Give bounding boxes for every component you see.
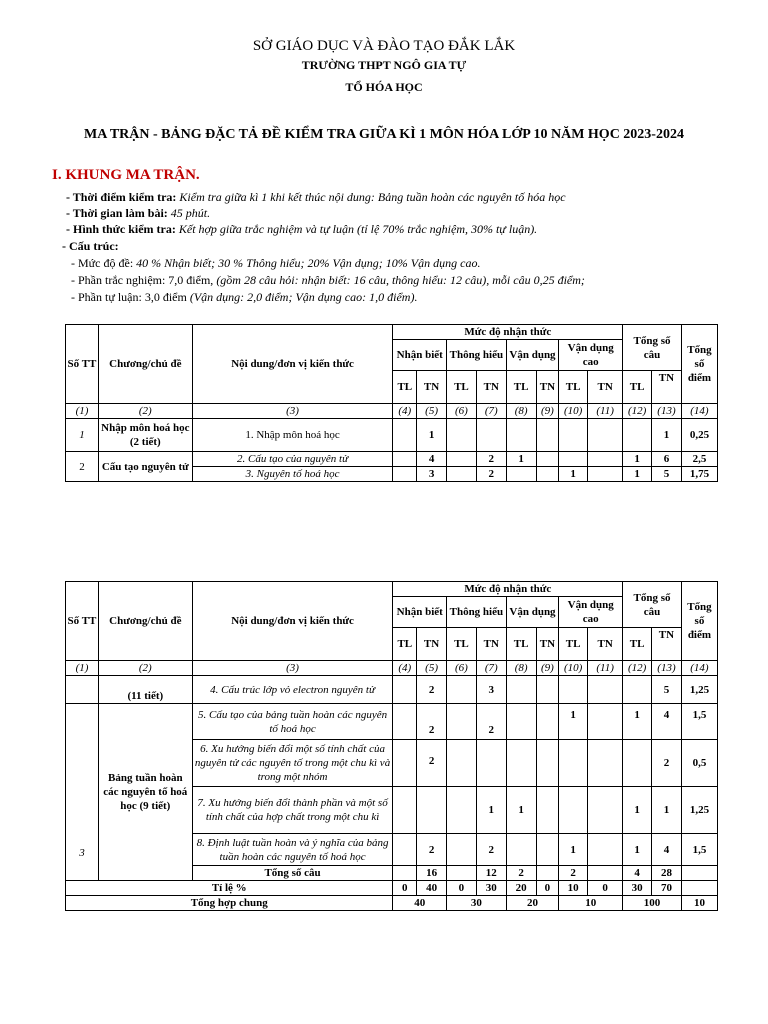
cell: 1 — [506, 787, 536, 834]
tn-header: TN — [476, 628, 506, 661]
cell: 2 — [476, 834, 506, 866]
document-title: MA TRẬN - BẢNG ĐẶC TẢ ĐỀ KIỂM TRA GIỮA KÌ 1 MÔN HÓA LỚP 10 NĂM HỌC 2023-2024 — [84, 127, 684, 142]
cell — [588, 676, 623, 704]
cell — [536, 676, 559, 704]
score-cell: 1,5 — [681, 704, 717, 740]
cell — [623, 419, 652, 452]
tl-header: TL — [393, 628, 417, 661]
cell — [536, 452, 559, 467]
tn-header: TN — [652, 628, 682, 661]
duration-line — [66, 206, 210, 221]
index-cell: (8) — [506, 661, 536, 676]
cell — [447, 419, 477, 452]
overall-label: Tổng hợp chung — [66, 896, 393, 911]
cell: 2 — [417, 834, 447, 866]
overall-cell: 20 — [506, 896, 559, 911]
form-label: - Hình thức kiểm tra: — [66, 222, 176, 236]
table-row — [66, 704, 718, 740]
cell: 2 — [476, 452, 506, 467]
cell — [536, 834, 559, 866]
cell — [559, 452, 588, 467]
form-line — [66, 222, 537, 237]
matrix-table-1 — [65, 324, 718, 482]
tl-header: TL — [506, 628, 536, 661]
cell — [447, 787, 477, 834]
duration-value: 45 phút. — [170, 206, 211, 220]
mc-value: (gồm 28 câu hỏi: nhận biết: 16 câu, thông hiểu: 12 câu), mỗi câu 0,25 điểm; — [216, 273, 585, 287]
essay-value: (Vận dụng: 2,0 điểm; Vận dụng cao: 1,0 điểm). — [189, 290, 418, 304]
tn-header: TN — [476, 371, 506, 404]
department-name: SỞ GIÁO DỤC VÀ ĐÀO TẠO ĐẮK LẮK — [252, 38, 516, 54]
matrix-table-2 — [65, 581, 718, 911]
cell — [536, 704, 559, 740]
index-cell: (11) — [588, 404, 623, 419]
tl-header: TL — [393, 371, 417, 404]
cell — [393, 676, 417, 704]
content-cell: 8. Định luật tuần hoàn và ý nghĩa của bảng tuần hoàn các nguyên tố hoá học — [192, 834, 393, 866]
understanding-header: Thông hiểu — [447, 340, 507, 371]
cell: 1 — [417, 419, 447, 452]
index-cell: (13) — [652, 404, 682, 419]
cell — [588, 787, 623, 834]
high-application-header: Vận dụng cao — [559, 597, 623, 628]
group-name: TỔ HÓA HỌC — [345, 80, 423, 94]
index-cell: (2) — [98, 661, 192, 676]
cell — [588, 834, 623, 866]
cell: 1 — [623, 704, 652, 740]
ratio-cell: 0 — [447, 881, 477, 896]
cell — [447, 866, 477, 881]
total-questions-header: Tổng số câu — [623, 582, 682, 628]
cell — [588, 452, 623, 467]
cell: 5 — [652, 467, 682, 482]
cell: 2 — [417, 676, 447, 704]
level-line — [71, 256, 480, 271]
chapter-header: Chương/chủ đề — [98, 582, 192, 661]
index-cell: (10) — [559, 404, 588, 419]
cell — [536, 787, 559, 834]
stt-header: Số TT — [66, 325, 99, 404]
index-row — [66, 661, 718, 676]
application-header: Vận dụng — [506, 597, 559, 628]
cell — [536, 467, 559, 482]
cell: 16 — [417, 866, 447, 881]
stt-cell: 1 — [66, 419, 99, 452]
cell — [476, 740, 506, 787]
cell: 1 — [476, 787, 506, 834]
cell: 4 — [623, 866, 652, 881]
chapter-cell: Nhập môn hoá học (2 tiết) — [98, 419, 192, 452]
cell — [447, 834, 477, 866]
cell: 3 — [417, 467, 447, 482]
chapter-cell: Cấu tạo nguyên tử — [98, 452, 192, 482]
cell — [393, 467, 417, 482]
cell — [393, 704, 417, 740]
score-cell: 0,5 — [681, 740, 717, 787]
cell: 2 — [559, 866, 588, 881]
level-header: Mức độ nhận thức — [393, 325, 623, 340]
cell: 1 — [623, 467, 652, 482]
ratio-cell: 10 — [559, 881, 588, 896]
ratio-label: Tỉ lệ % — [66, 881, 393, 896]
ratio-cell: 0 — [536, 881, 559, 896]
index-cell: (12) — [623, 404, 652, 419]
ratio-row — [66, 881, 718, 896]
chapter-header: Chương/chủ đề — [98, 325, 192, 404]
cell — [393, 740, 417, 787]
cell — [623, 676, 652, 704]
cell — [559, 419, 588, 452]
essay-line — [71, 290, 417, 305]
cell: 1 — [623, 452, 652, 467]
recognition-header: Nhận biết — [393, 597, 447, 628]
content-cell: 7. Xu hướng biến đổi thành phần và một số tính chất của hợp chất trong một chu kì — [192, 787, 393, 834]
overall-row — [66, 896, 718, 911]
cell: 2 — [652, 740, 682, 787]
cell — [506, 704, 536, 740]
cell — [447, 452, 477, 467]
index-cell: (14) — [681, 404, 717, 419]
cell: 12 — [476, 866, 506, 881]
structure-line — [62, 239, 119, 254]
cell — [506, 676, 536, 704]
cell — [447, 704, 477, 740]
cell: 4 — [652, 704, 682, 740]
chapter-cell: (11 tiết) — [98, 676, 192, 704]
index-cell: (1) — [66, 661, 99, 676]
content-cell: 6. Xu hướng biến đổi một số tính chất của nguyên tử các nguyên tố trong một chu kì và trong một nhóm — [192, 740, 393, 787]
tn-header: TN — [417, 371, 447, 404]
cell: 1 — [559, 834, 588, 866]
index-cell: (7) — [476, 404, 506, 419]
ratio-cell: 20 — [506, 881, 536, 896]
form-value: Kết hợp giữa trắc nghiệm và tự luận (tỉ lệ 70% trắc nghiệm, 30% tự luận). — [178, 222, 538, 236]
content-header: Nội dung/đơn vị kiến thức — [192, 325, 393, 404]
tn-header: TN — [536, 628, 559, 661]
cell — [536, 740, 559, 787]
cell — [588, 467, 623, 482]
cell — [393, 787, 417, 834]
tl-header: TL — [623, 371, 652, 404]
index-cell: (13) — [652, 661, 682, 676]
tn-header: TN — [588, 628, 623, 661]
high-application-header: Vận dụng cao — [559, 340, 623, 371]
overall-cell: 30 — [447, 896, 507, 911]
test-time-value: Kiểm tra giữa kì 1 khi kết thúc nội dung: Bảng tuần hoàn các nguyên tố hóa học — [179, 190, 566, 204]
index-cell: (10) — [559, 661, 588, 676]
stt-header: Số TT — [66, 582, 99, 661]
cell — [393, 834, 417, 866]
recognition-header: Nhận biết — [393, 340, 447, 371]
stt-cell: 2 — [66, 452, 99, 482]
header-row — [66, 582, 718, 597]
cell: 4 — [417, 452, 447, 467]
level-prefix: - Mức độ đề: — [71, 256, 134, 270]
cell: 2 — [417, 704, 447, 740]
cell: 1 — [559, 467, 588, 482]
cell: 1 — [506, 452, 536, 467]
tn-header: TN — [588, 371, 623, 404]
cell: 6 — [652, 452, 682, 467]
cell — [506, 740, 536, 787]
cell: 1 — [652, 419, 682, 452]
content-header: Nội dung/đơn vị kiến thức — [192, 582, 393, 661]
structure-label: - Cấu trúc: — [62, 239, 119, 253]
cell — [681, 866, 717, 881]
content-cell: 3. Nguyên tố hoá học — [192, 467, 393, 482]
understanding-header: Thông hiểu — [447, 597, 507, 628]
index-cell: (6) — [447, 404, 477, 419]
cell — [559, 676, 588, 704]
index-cell: (9) — [536, 404, 559, 419]
index-cell: (12) — [623, 661, 652, 676]
cell — [536, 866, 559, 881]
score-cell: 1,25 — [681, 676, 717, 704]
mc-prefix: - Phần trắc nghiệm: 7,0 điểm, — [71, 273, 214, 287]
tn-header: TN — [417, 628, 447, 661]
cell: 28 — [652, 866, 682, 881]
index-cell: (2) — [98, 404, 192, 419]
cell: 2 — [476, 704, 506, 740]
mc-line — [71, 273, 585, 288]
index-cell: (5) — [417, 661, 447, 676]
cell — [393, 419, 417, 452]
test-time-line — [66, 190, 566, 205]
cell: 2 — [506, 866, 536, 881]
overall-cell: 100 — [623, 896, 682, 911]
index-cell: (3) — [192, 661, 393, 676]
index-cell: (14) — [681, 661, 717, 676]
ratio-cell: 0 — [588, 881, 623, 896]
cell — [506, 419, 536, 452]
tn-header: TN — [652, 371, 682, 404]
index-cell: (9) — [536, 661, 559, 676]
total-score-header: Tổng số điểm — [681, 325, 717, 404]
total-questions-header: Tổng số câu — [623, 325, 682, 371]
overall-cell: 10 — [681, 896, 717, 911]
section-heading: I. KHUNG MA TRẬN. — [52, 167, 200, 183]
ratio-cell: 30 — [476, 881, 506, 896]
index-cell: (1) — [66, 404, 99, 419]
cell: 4 — [652, 834, 682, 866]
cell — [681, 881, 717, 896]
index-cell: (6) — [447, 661, 477, 676]
total-score-header: Tổng số điểm — [681, 582, 717, 661]
cell — [417, 787, 447, 834]
cell: 3 — [476, 676, 506, 704]
cell — [623, 740, 652, 787]
content-cell: 2. Cấu tạo của nguyên tử — [192, 452, 393, 467]
cell — [506, 834, 536, 866]
overall-cell: 10 — [559, 896, 623, 911]
score-cell: 1,25 — [681, 787, 717, 834]
index-cell: (11) — [588, 661, 623, 676]
application-header: Vận dụng — [506, 340, 559, 371]
cell — [588, 704, 623, 740]
table-row — [66, 452, 718, 467]
cell: 1 — [559, 704, 588, 740]
cell — [588, 740, 623, 787]
index-cell: (4) — [393, 404, 417, 419]
cell — [393, 866, 417, 881]
total-label: Tổng số câu — [192, 866, 393, 881]
tl-header: TL — [559, 628, 588, 661]
overall-cell: 40 — [393, 896, 447, 911]
cell — [536, 419, 559, 452]
duration-label: - Thời gian làm bài: — [66, 206, 168, 220]
cell: 5 — [652, 676, 682, 704]
tl-header: TL — [559, 371, 588, 404]
tl-header: TL — [623, 628, 652, 661]
test-time-label: - Thời điểm kiểm tra: — [66, 190, 177, 204]
level-value: 40 % Nhận biết; 30 % Thông hiểu; 20% Vận dụng; 10% Vận dụng cao. — [136, 256, 481, 270]
ratio-cell: 0 — [393, 881, 417, 896]
table-row — [66, 419, 718, 452]
essay-prefix: - Phần tự luận: 3,0 điểm — [71, 290, 187, 304]
index-cell: (8) — [506, 404, 536, 419]
cell — [476, 419, 506, 452]
cell — [559, 787, 588, 834]
ratio-cell: 70 — [652, 881, 682, 896]
index-cell: (3) — [192, 404, 393, 419]
content-cell: 1. Nhập môn hoá học — [192, 419, 393, 452]
score-cell: 0,25 — [681, 419, 717, 452]
chapter-cell: Bảng tuần hoàn các nguyên tố hoá học (9 tiết) — [98, 704, 192, 881]
cell: 1 — [623, 834, 652, 866]
cell: 2 — [417, 740, 447, 787]
cell: 1 — [652, 787, 682, 834]
cell — [447, 467, 477, 482]
index-cell: (4) — [393, 661, 417, 676]
cell: 1 — [623, 787, 652, 834]
content-cell: 4. Cấu trúc lớp vỏ electron nguyên tử — [192, 676, 393, 704]
index-cell: (5) — [417, 404, 447, 419]
level-header: Mức độ nhận thức — [393, 582, 623, 597]
ratio-cell: 40 — [417, 881, 447, 896]
stt-cell: 3 — [66, 704, 99, 881]
tn-header: TN — [536, 371, 559, 404]
cell — [588, 866, 623, 881]
content-cell: 5. Cấu tạo của bảng tuần hoàn các nguyên tố hoá học — [192, 704, 393, 740]
cell — [559, 740, 588, 787]
score-cell: 1,5 — [681, 834, 717, 866]
cell — [588, 419, 623, 452]
table-row — [66, 676, 718, 704]
cell — [447, 676, 477, 704]
index-cell: (7) — [476, 661, 506, 676]
score-cell: 2,5 — [681, 452, 717, 467]
cell — [447, 740, 477, 787]
ratio-cell: 30 — [623, 881, 652, 896]
tl-header: TL — [447, 371, 477, 404]
score-cell: 1,75 — [681, 467, 717, 482]
tl-header: TL — [506, 371, 536, 404]
stt-cell — [66, 676, 99, 704]
index-row — [66, 404, 718, 419]
cell — [393, 452, 417, 467]
cell: 2 — [476, 467, 506, 482]
cell — [506, 467, 536, 482]
school-name: TRƯỜNG THPT NGÔ GIA TỰ — [301, 58, 467, 72]
header-row — [66, 325, 718, 340]
tl-header: TL — [447, 628, 477, 661]
